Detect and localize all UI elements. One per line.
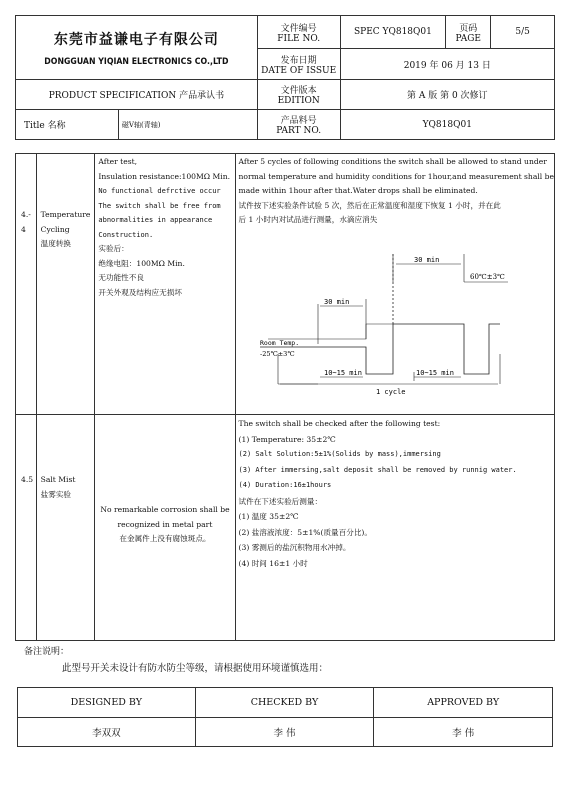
part-no-value: YQ818Q01 <box>340 110 554 140</box>
checked-by-label: CHECKED BY <box>195 688 374 718</box>
label-dwell-1: 10~15 min <box>323 369 362 377</box>
file-no-cn: 文件编号 <box>280 23 317 34</box>
temperature-cycle-diagram <box>238 244 538 396</box>
criteria: After test, Insulation resistance:100MΩ Min. No functional defrctive occur The switch shall be free from abnormalities in appearance Construction. 实验后： 绝缘电阻：100MΩ Min. 无功能性不良 开关外观及结构应无损坏 <box>95 154 235 415</box>
label-top-30min: 30 min <box>413 256 439 264</box>
title-label: Title 名称 <box>16 110 119 140</box>
designed-by-label: DESIGNED BY <box>18 688 196 718</box>
checker-name: 李 伟 <box>195 718 374 747</box>
edition-value: 第 A 版 第 0 次修订 <box>340 80 554 110</box>
table-row <box>16 154 555 415</box>
document-header <box>15 15 555 140</box>
label-cold-temp: -25℃±3℃ <box>259 350 295 358</box>
label-dwell-2: 10~15 min <box>415 369 454 377</box>
edition-cn: 文件版本 <box>280 86 317 96</box>
edition-en: EDITION <box>277 96 320 106</box>
edition-label <box>257 80 340 110</box>
company-block <box>16 16 258 80</box>
designer-name: 李双双 <box>18 718 196 747</box>
issue-cn: 发布日期 <box>280 55 317 66</box>
issue-date-value: 2019 年 06 月 13 日 <box>340 49 554 80</box>
spec-value: SPEC YQ818Q01 <box>340 16 446 49</box>
criteria: No remarkable corrosion shall be recognized in metal part 在金属件上没有腐蚀斑点。 <box>95 415 235 641</box>
test-item: Temperature Cycling 温度转换 <box>36 154 95 415</box>
test-table <box>15 153 555 641</box>
table-row <box>16 415 555 641</box>
approver-name: 李 伟 <box>374 718 553 747</box>
title-value: 磁V轴(青轴) <box>118 110 257 140</box>
product-specification: PRODUCT SPECIFICATION 产品承认书 <box>16 80 258 110</box>
test-item: Salt Mist 盐雾实验 <box>36 415 95 641</box>
approved-by-label: APPROVED BY <box>374 688 553 718</box>
part-cn: 产品料号 <box>280 116 317 126</box>
page-value: 5/5 <box>491 16 555 49</box>
page-cn: 页码 <box>459 23 478 34</box>
row-number: 4.5 <box>16 415 37 641</box>
company-name-en: DONGGUAN YIQIAN ELECTRONICS CO.,LTD <box>44 56 229 67</box>
file-no-label <box>257 16 340 49</box>
issue-en: DATE OF ISSUE <box>261 65 337 76</box>
page-label <box>446 16 491 49</box>
label-hot-temp: 60℃±3℃ <box>469 273 505 281</box>
notes-text: 此型号开关未设计有防水防尘等级，请根据使用环境谨慎选用： <box>62 663 329 674</box>
part-no-label <box>257 110 340 140</box>
label-room-temp: Room Temp. <box>259 339 299 347</box>
approval-table <box>17 687 553 747</box>
part-en: PART NO. <box>276 126 322 136</box>
test-method: After 5 cycles of following conditions the switch shall be allowed to stand under normal temperature and humidity conditions for 1hour,and measurement shall be made within 1hour after that.Water drops shall be eliminated. 试件按下述实验条件试验 5 次，然后在正常温度和湿度下恢复 1 小时，并在此 后 1 小时内对试品进行测量，水滴应消失 30 min 60℃±3℃ 30 min Room Temp. -25℃±3℃ 10~15 min 10~15 min 1 cycle <box>235 154 554 415</box>
file-no-en: FILE NO. <box>277 33 321 44</box>
label-left-30min: 30 min <box>323 298 349 306</box>
row-number: 4.- 4 <box>16 154 37 415</box>
label-one-cycle: 1 cycle <box>375 388 406 396</box>
company-name-cn: 东莞市益谦电子有限公司 <box>53 31 219 48</box>
issue-date-label <box>257 49 340 80</box>
notes-label: 备注说明： <box>24 647 70 657</box>
page-en: PAGE <box>455 33 481 44</box>
test-method: The switch shall be checked after the following test: (1) Temperature: 35±2℃ (2) Salt Solution:5±1%(Solids by mass),immersing (3) After immersing,salt deposit shall be removed by runnig water. (4) Duration:16±1hours 试件在下述实验后测量： (1) 温度 35±2℃ (2) 盐溶液浓度：5±1%(质量百分比)。 (3) 雾测后的盐沉积物用水冲掉。 (4) 时间 16±1 小时 <box>235 415 554 641</box>
